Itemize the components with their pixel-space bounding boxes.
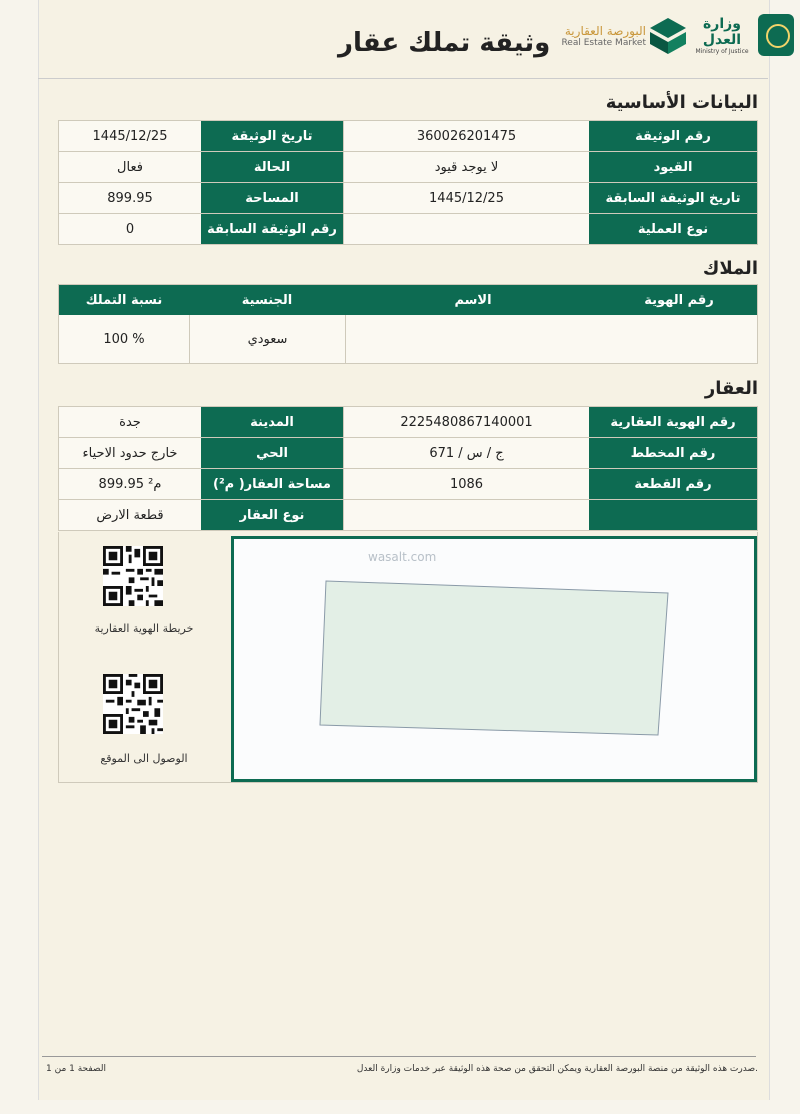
status-label: الحالة bbox=[201, 152, 343, 182]
saudi-emblem-icon bbox=[758, 14, 794, 56]
re-logo-arabic: البورصة العقارية bbox=[564, 24, 646, 38]
previous-document-number-value: 0 bbox=[59, 214, 201, 244]
document-date-value: 1445/12/25 bbox=[59, 121, 201, 151]
document-date-label: تاريخ الوثيقة bbox=[201, 121, 343, 151]
property-type-label: نوع العقار bbox=[201, 500, 343, 530]
name-header: الاسم bbox=[454, 292, 492, 308]
district-value: خارج حدود الاحياء bbox=[59, 438, 201, 468]
document-number-value: 360026201475 bbox=[343, 121, 589, 151]
restrictions-value: لا يوجد قيود bbox=[343, 152, 589, 182]
property-section-title: العقار bbox=[704, 378, 758, 399]
ministry-of-justice-logo bbox=[692, 16, 752, 56]
table-row bbox=[59, 438, 757, 469]
previous-document-number-label: رقم الوثيقة السابقة bbox=[201, 214, 343, 244]
property-table bbox=[58, 406, 758, 531]
id-value bbox=[601, 315, 757, 363]
footer-note: صدرت هذه الوثيقة من منصة البورصة العقارية ويمكن التحقق من صحة هذه الوثيقة عبر خدمات وزارة العدل. bbox=[356, 1064, 758, 1074]
share-header: نسبة التملك bbox=[85, 292, 163, 308]
document-title: وثيقة تملك عقار bbox=[338, 28, 551, 58]
table-row bbox=[59, 152, 757, 183]
plan-number-label: رقم المخطط bbox=[589, 438, 757, 468]
plot-number-value: 1086 bbox=[343, 469, 589, 499]
operation-type-value bbox=[343, 214, 589, 244]
moj-logo-english: Ministry of Justice bbox=[695, 48, 749, 55]
table-row bbox=[59, 469, 757, 500]
qr-code-icon[interactable] bbox=[103, 674, 163, 734]
map-section bbox=[58, 532, 758, 783]
city-label: المدينة bbox=[201, 407, 343, 437]
footer-divider bbox=[42, 1056, 756, 1057]
plot-number-label: رقم القطعة bbox=[589, 469, 757, 499]
owners-header-row bbox=[59, 285, 757, 315]
empty-value bbox=[343, 500, 589, 530]
basic-section-title: البيانات الأساسية bbox=[605, 92, 758, 113]
nationality-value: سعودي bbox=[189, 315, 345, 363]
basic-data-table bbox=[58, 120, 758, 245]
table-row bbox=[59, 214, 757, 244]
status-value: فعال bbox=[59, 152, 201, 182]
share-value: 100 % bbox=[103, 331, 145, 347]
table-row bbox=[59, 500, 757, 530]
property-area-label: مساحة العقار( م²) bbox=[201, 469, 343, 499]
table-row bbox=[59, 183, 757, 214]
operation-type-label: نوع العملية bbox=[589, 214, 757, 244]
page-number: الصفحة 1 من 1 bbox=[46, 1064, 106, 1074]
previous-document-date-value: 1445/12/25 bbox=[343, 183, 589, 213]
building-blocks-icon bbox=[648, 16, 688, 56]
property-id-label: رقم الهوية العقارية bbox=[589, 407, 757, 437]
owners-section-title: الملاك bbox=[702, 258, 758, 279]
table-row bbox=[59, 407, 757, 438]
property-type-value: قطعة الارض bbox=[59, 500, 201, 530]
previous-document-date-label: تاريخ الوثيقة السابقة bbox=[589, 183, 757, 213]
plan-number-value: 671 / ج / س bbox=[343, 438, 589, 468]
plot-boundary bbox=[320, 581, 668, 735]
map-watermark: wasalt.com bbox=[368, 550, 437, 564]
document-header bbox=[38, 0, 768, 79]
district-label: الحي bbox=[201, 438, 343, 468]
document-number-label: رقم الوثيقة bbox=[589, 121, 757, 151]
area-value: 899.95 bbox=[59, 183, 201, 213]
qr-code-icon[interactable] bbox=[103, 546, 163, 606]
nationality-header: الجنسية bbox=[241, 292, 293, 308]
moj-logo-arabic: وزارة العدل bbox=[702, 16, 742, 48]
table-row bbox=[59, 315, 757, 363]
qr-column bbox=[59, 532, 229, 782]
id-header: رقم الهوية bbox=[644, 292, 714, 308]
re-logo-english: Real Estate Market bbox=[561, 38, 646, 48]
plot-map[interactable] bbox=[231, 536, 757, 782]
qr-location-label: الوصول الى الموقع bbox=[100, 752, 188, 765]
name-value bbox=[345, 315, 601, 363]
qr-map-label: خريطة الهوية العقارية bbox=[94, 622, 194, 635]
property-area-value: 899.95 م² bbox=[59, 469, 201, 499]
owners-table bbox=[58, 284, 758, 364]
table-row bbox=[59, 121, 757, 152]
real-estate-market-logo bbox=[556, 24, 646, 48]
restrictions-label: القيود bbox=[589, 152, 757, 182]
area-label: المساحة bbox=[201, 183, 343, 213]
empty-label bbox=[589, 500, 757, 530]
city-value: جدة bbox=[59, 407, 201, 437]
plot-map-drawing bbox=[234, 539, 754, 779]
property-id-value: 2225480867140001 bbox=[343, 407, 589, 437]
